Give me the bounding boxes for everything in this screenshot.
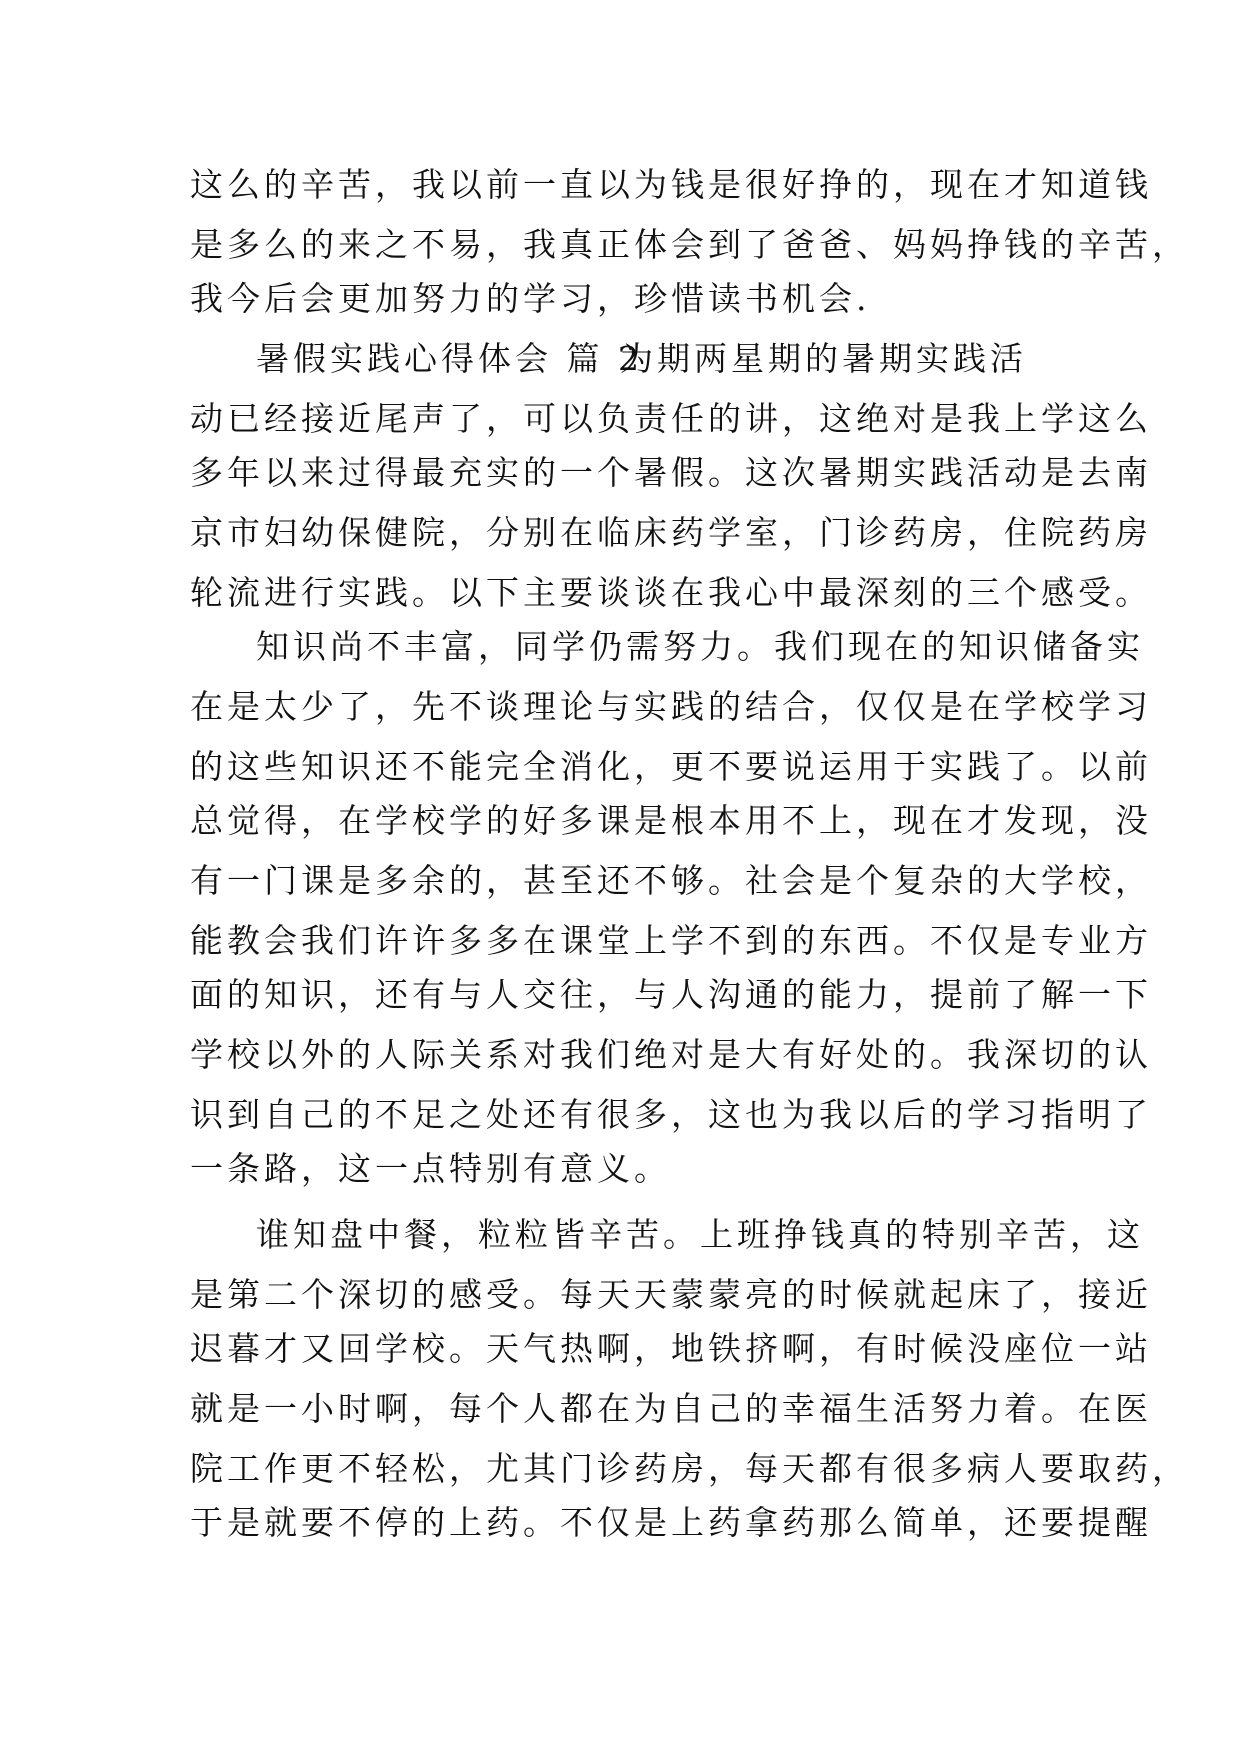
paragraph-line: 总觉得，在学校学的好多课是根本用不上，现在才发现，没 xyxy=(190,801,1152,840)
paragraph-line: 迟暮才又回学校。天气热啊，地铁挤啊，有时候没座位一站 xyxy=(190,1329,1152,1368)
paragraph-line: 谁知盘中餐，粒粒皆辛苦。上班挣钱真的特别辛苦，这 xyxy=(256,1215,1144,1254)
paragraph-line: 京市妇幼保健院，分别在临床药学室，门诊药房，住院药房 xyxy=(190,513,1152,552)
paragraph-line: 就是一小时啊，每个人都在为自己的幸福生活努力着。在医 xyxy=(190,1389,1152,1428)
paragraph-line: 一条路，这一点特别有意义。 xyxy=(190,1149,671,1188)
paragraph-line: 能教会我们许许多多在课堂上学不到的东西。不仅是专业方 xyxy=(190,921,1152,960)
paragraph-line: 这么的辛苦，我以前一直以为钱是很好挣的，现在才知道钱 xyxy=(190,165,1152,204)
paragraph-line: 于是就要不停的上药。不仅是上药拿药那么简单，还要提醒 xyxy=(190,1503,1152,1542)
paragraph-line: 在是太少了，先不谈理论与实践的结合，仅仅是在学校学习 xyxy=(190,687,1152,726)
paragraph-line: 院工作更不轻松，尤其门诊药房，每天都有很多病人要取药， xyxy=(190,1449,1189,1488)
section-heading: 暑假实践心得体会 篇 2 xyxy=(256,339,643,378)
paragraph-line: 动已经接近尾声了，可以负责任的讲，这绝对是我上学这么 xyxy=(190,399,1152,438)
paragraph-line: 多年以来过得最充实的一个暑假。这次暑期实践活动是去南 xyxy=(190,453,1152,492)
paragraph-line: 为期两星期的暑期实践活 xyxy=(620,339,1027,378)
paragraph-line: 面的知识，还有与人交往，与人沟通的能力，提前了解一下 xyxy=(190,975,1152,1014)
paragraph-line: 知识尚不丰富，同学仍需努力。我们现在的知识储备实 xyxy=(256,627,1144,666)
paragraph-line: 学校以外的人际关系对我们绝对是大有好处的。我深切的认 xyxy=(190,1035,1152,1074)
paragraph-line: 是第二个深切的感受。每天天蒙蒙亮的时候就起床了，接近 xyxy=(190,1275,1152,1314)
paragraph-line: 我今后会更加努力的学习，珍惜读书机会. xyxy=(190,279,871,318)
paragraph-line: 有一门课是多余的，甚至还不够。社会是个复杂的大学校， xyxy=(190,861,1152,900)
paragraph-line: 的这些知识还不能完全消化，更不要说运用于实践了。以前 xyxy=(190,747,1152,786)
paragraph-line: 识到自己的不足之处还有很多，这也为我以后的学习指明了 xyxy=(190,1095,1152,1134)
paragraph-line: 轮流进行实践。以下主要谈谈在我心中最深刻的三个感受。 xyxy=(190,573,1152,612)
paragraph-line: 是多么的来之不易，我真正体会到了爸爸、妈妈挣钱的辛苦， xyxy=(190,225,1189,264)
